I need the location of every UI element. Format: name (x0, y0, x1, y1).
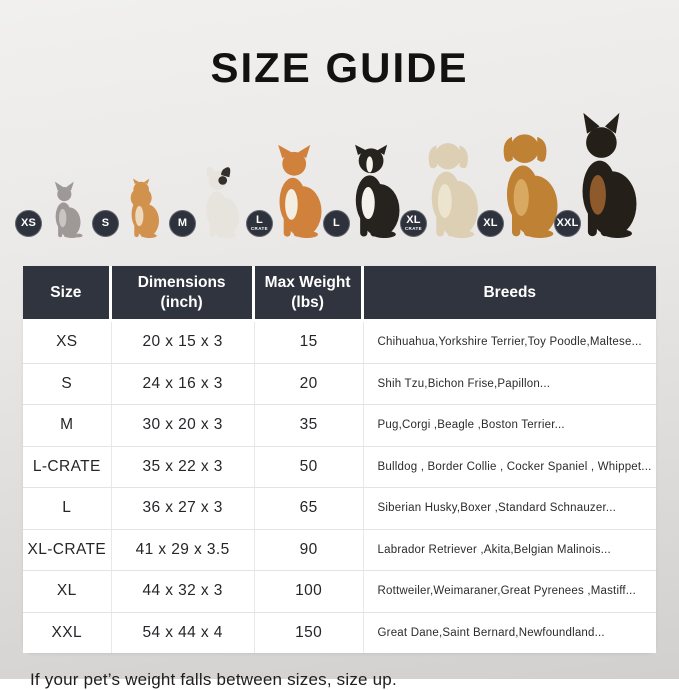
cell-breeds: Rottweiler,Weimaraner,Great Pyrenees ,Mastiff... (364, 570, 656, 612)
cell-max-weight: 35 (255, 404, 364, 446)
cell-dimensions: 20 x 15 x 3 (112, 322, 255, 363)
column-header-size: Size (23, 266, 112, 322)
animal-size-strip (0, 106, 679, 240)
cell-max-weight: 100 (255, 570, 364, 612)
cell-breeds: Siberian Husky,Boxer ,Standard Schnauzer... (364, 487, 656, 529)
size-badge-l-crate: L CRATE (246, 210, 273, 237)
page-title: SIZE GUIDE (210, 44, 469, 91)
animal-cat (3, 106, 80, 240)
cell-dimensions: 35 x 22 x 3 (112, 446, 255, 488)
table-row (23, 363, 656, 405)
cell-max-weight: 65 (255, 487, 364, 529)
cell-breeds: Shih Tzu,Bichon Frise,Papillon... (364, 363, 656, 405)
size-table-grid (23, 266, 656, 653)
table-row (23, 446, 656, 488)
cell-breeds: Pug,Corgi ,Beagle ,Boston Terrier... (364, 404, 656, 446)
sizing-advice-note: If your pet’s weight falls between sizes, size up. (30, 670, 397, 689)
cell-size: XS (23, 322, 112, 363)
cell-breeds: Labrador Retriever ,Akita,Belgian Malinois... (364, 529, 656, 571)
size-badge-xs: XS (15, 210, 42, 237)
cell-size: L-CRATE (23, 446, 112, 488)
animal-border-collie (311, 106, 388, 240)
cell-dimensions: 24 x 16 x 3 (112, 363, 255, 405)
column-header-breeds: Breeds (364, 266, 656, 322)
animal-golden-retriever (465, 106, 542, 240)
cell-breeds: Chihuahua,Yorkshire Terrier,Toy Poodle,Maltese... (364, 322, 656, 363)
cell-size: S (23, 363, 112, 405)
cell-max-weight: 20 (255, 363, 364, 405)
cell-breeds: Great Dane,Saint Bernard,Newfoundland... (364, 612, 656, 654)
cell-dimensions: 36 x 27 x 3 (112, 487, 255, 529)
table-row (23, 322, 656, 363)
cell-size: M (23, 404, 112, 446)
cell-dimensions: 54 x 44 x 4 (112, 612, 255, 654)
size-badge-xl: XL (477, 210, 504, 237)
size-badge-m: M (169, 210, 196, 237)
cell-breeds: Bulldog , Border Collie , Cocker Spaniel , Whippet... (364, 446, 656, 488)
table-row (23, 529, 656, 571)
table-header-row (23, 266, 656, 322)
cell-dimensions: 44 x 32 x 3 (112, 570, 255, 612)
cell-size: XL-CRATE (23, 529, 112, 571)
cell-max-weight: 15 (255, 322, 364, 363)
cell-max-weight: 90 (255, 529, 364, 571)
animal-labrador (388, 106, 465, 240)
table-row (23, 487, 656, 529)
column-header-dimensions: Dimensions (inch) (112, 266, 255, 322)
animal-shiba-inu (234, 106, 311, 240)
column-header-max-weight: Max Weight (lbs) (255, 266, 364, 322)
animal-pomeranian (80, 106, 157, 240)
table-row (23, 404, 656, 446)
cell-dimensions: 30 x 20 x 3 (112, 404, 255, 446)
table-row (23, 612, 656, 654)
cell-size: L (23, 487, 112, 529)
table-row (23, 570, 656, 612)
size-badge-l: L (323, 210, 350, 237)
animal-doberman (542, 106, 619, 240)
cell-size: XXL (23, 612, 112, 654)
size-table (23, 266, 656, 653)
size-badge-s: S (92, 210, 119, 237)
animal-french-bulldog (157, 106, 234, 240)
size-badge-xl-crate: XL CRATE (400, 210, 427, 237)
cell-size: XL (23, 570, 112, 612)
cell-max-weight: 50 (255, 446, 364, 488)
cell-max-weight: 150 (255, 612, 364, 654)
cell-dimensions: 41 x 29 x 3.5 (112, 529, 255, 571)
size-badge-xxl: XXL (554, 210, 581, 237)
